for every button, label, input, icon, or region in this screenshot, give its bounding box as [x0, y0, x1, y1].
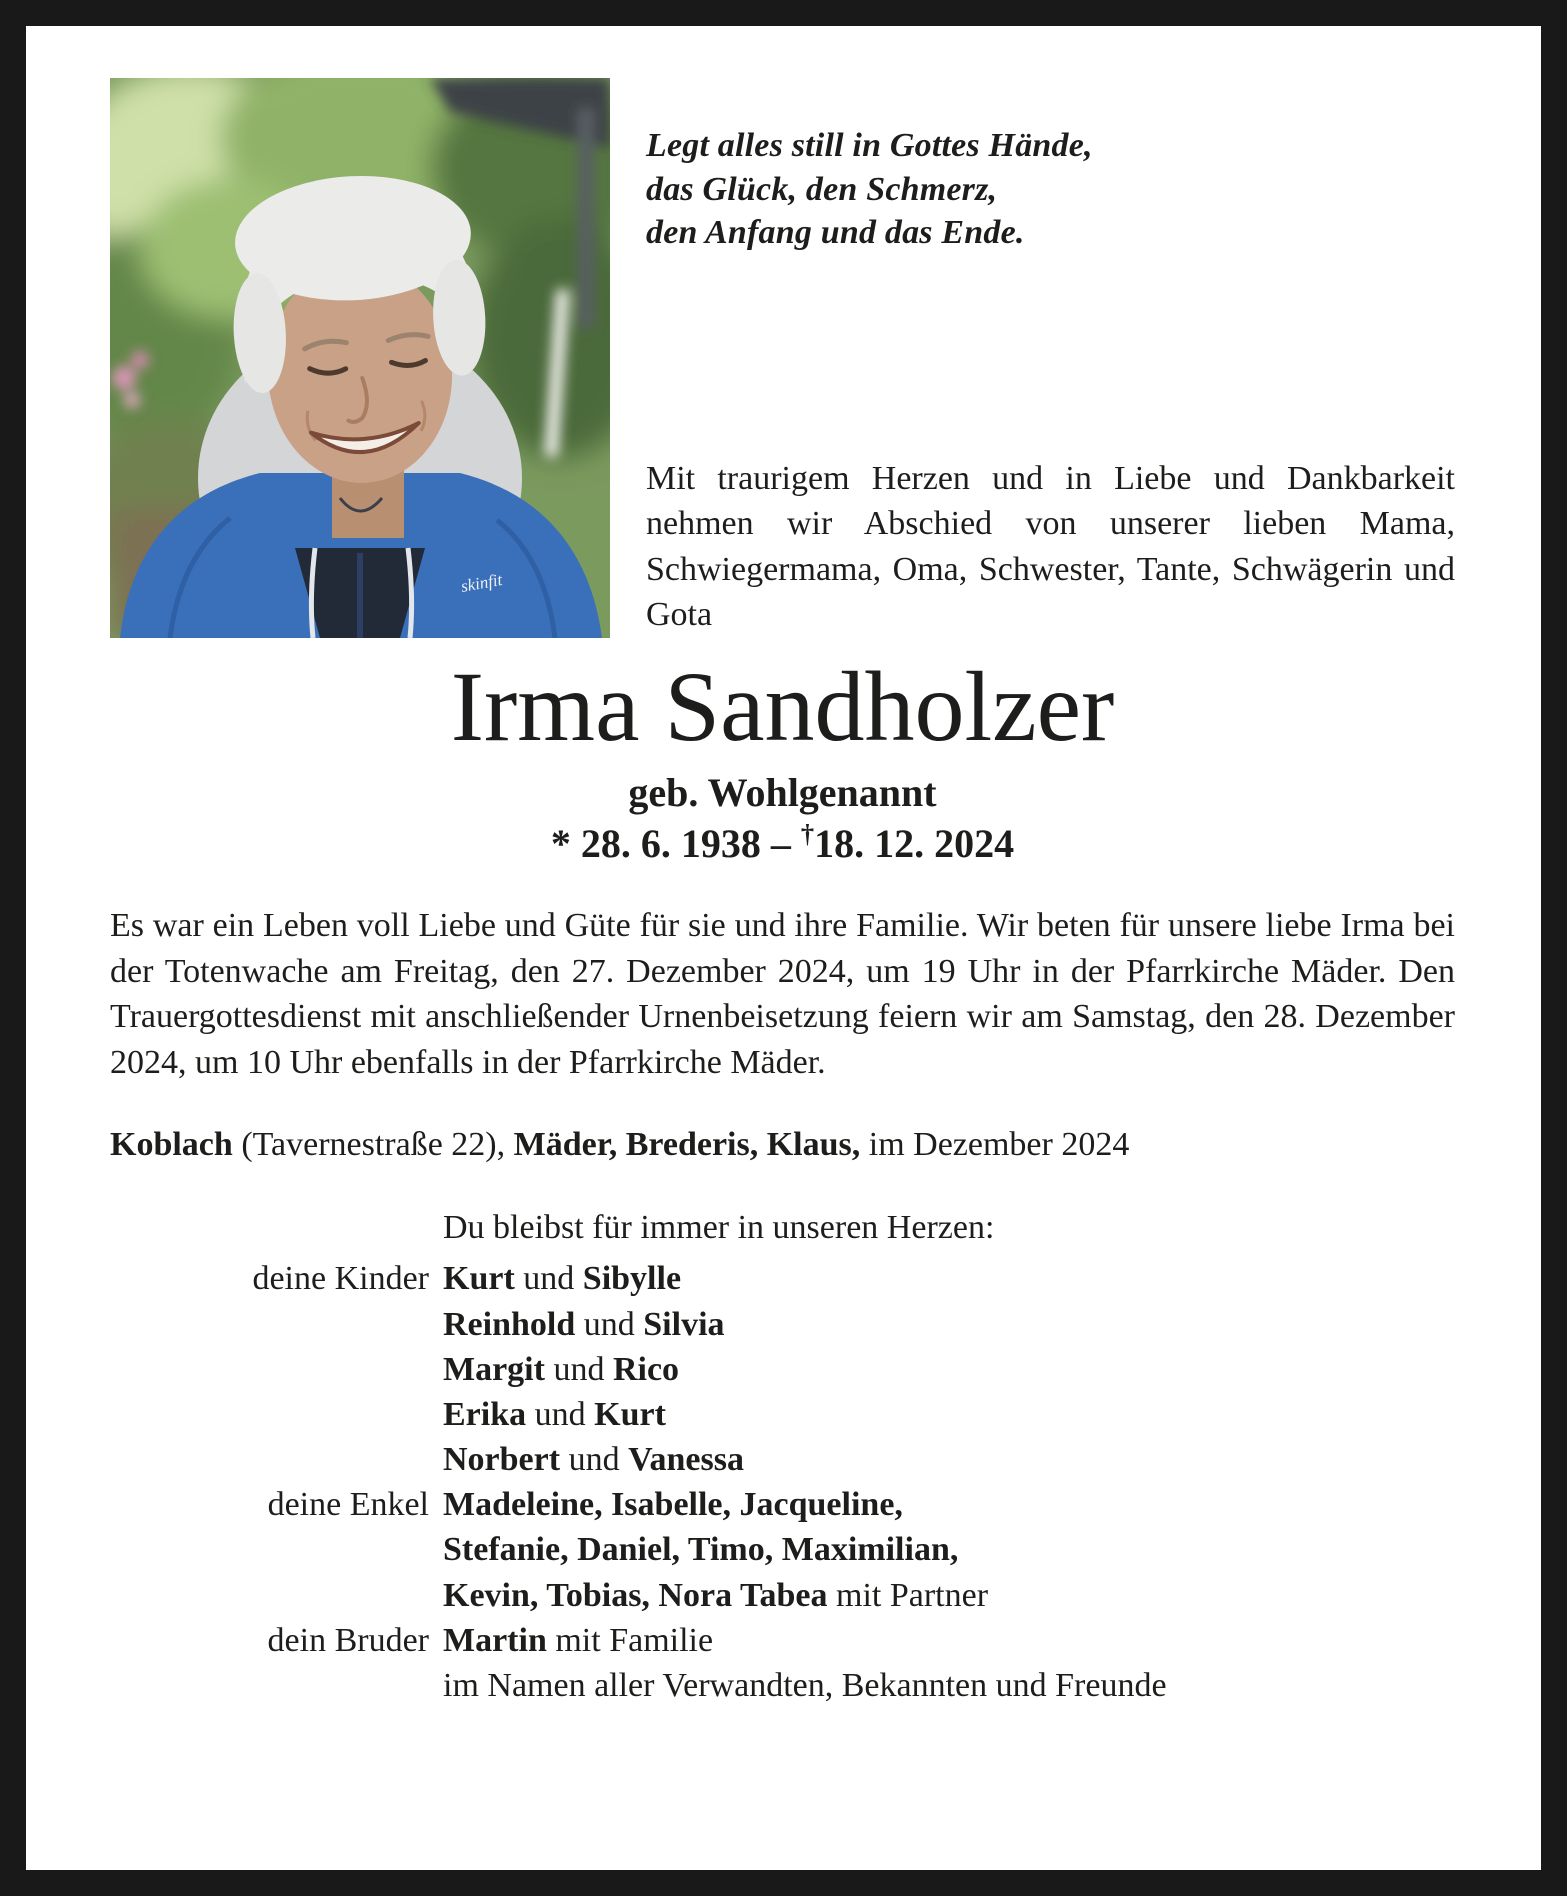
family-row-value: Erika und Kurt — [443, 1395, 666, 1433]
top-section — [110, 78, 1455, 638]
family-row-label — [110, 1664, 443, 1707]
family-row-label — [110, 1528, 443, 1571]
family-row-label: dein Bruder — [267, 1621, 429, 1659]
maiden-name: geb. Wohlgenannt — [628, 770, 937, 815]
family-row-value: Norbert und Vanessa — [443, 1441, 744, 1479]
family-row-value: Madeleine, Isabelle, Jacqueline, — [443, 1486, 903, 1524]
family-row-label — [110, 1438, 443, 1481]
family-row-label: deine Kinder — [252, 1260, 429, 1298]
family-row-value: Stefanie, Daniel, Timo, Maximilian, — [443, 1531, 959, 1569]
announcement-text: Es war ein Leben voll Liebe und Güte für sie und ihre Familie. Wir beten für unsere liebe Irma bei der Totenwache am Freitag, den 27. Dezember 2024, um 19 Uhr in der Pfarrkirche Mäder. Den Trauergottesdienst mit anschließender Urnenbeisetzung feiern wir am Samstag, den 28. Dezember 2024, um 10 Uhr ebenfalls in der Pfarrkirche Mäder. — [110, 907, 1455, 1081]
top-right-column — [610, 78, 1455, 638]
family-row-label — [110, 1574, 443, 1617]
portrait-photo-illustration — [110, 78, 610, 638]
family-row-label — [110, 1303, 443, 1346]
family-list — [110, 1257, 1455, 1707]
poem — [646, 124, 1455, 255]
poem-line: Legt alles still in Gottes Hände, — [646, 127, 1093, 164]
places-line: Koblach (Tavernestraße 22), Mäder, Brederis, Klaus, im Dezember 2024 — [110, 1126, 1130, 1164]
farewell-line: Du bleibst für immer in unseren Herzen: — [443, 1209, 995, 1247]
family-row-value: Martin mit Familie — [443, 1621, 714, 1659]
family-row-value: im Namen aller Verwandten, Bekannten und Freunde — [443, 1666, 1167, 1704]
life-dates: * 28. 6. 1938 – †18. 12. 2024 — [550, 818, 1015, 866]
farewell-intro-text: Mit traurigem Herzen und in Liebe und Dankbarkeit nehmen wir Abschied von unserer lieben Mama, Schwiegermama, Oma, Schwester, Tante, Schwägerin und Gota — [646, 459, 1455, 634]
family-row-value: Reinhold und Silvia — [443, 1305, 725, 1343]
jacket-brand-label: skinfit — [459, 570, 504, 596]
family-row-value: Kevin, Tobias, Nora Tabea mit Partner — [443, 1576, 989, 1614]
poem-line: den Anfang und das Ende. — [646, 214, 1025, 252]
family-row-label — [110, 1348, 443, 1391]
deceased-name: Irma Sandholzer — [450, 651, 1115, 762]
family-row-value: Kurt und Sibylle — [443, 1260, 682, 1298]
family-row-label — [110, 1393, 443, 1436]
family-row-label: deine Enkel — [267, 1486, 429, 1524]
family-row-value: Margit und Rico — [443, 1350, 680, 1388]
poem-line: das Glück, den Schmerz, — [646, 170, 998, 208]
portrait-photo — [110, 78, 610, 638]
